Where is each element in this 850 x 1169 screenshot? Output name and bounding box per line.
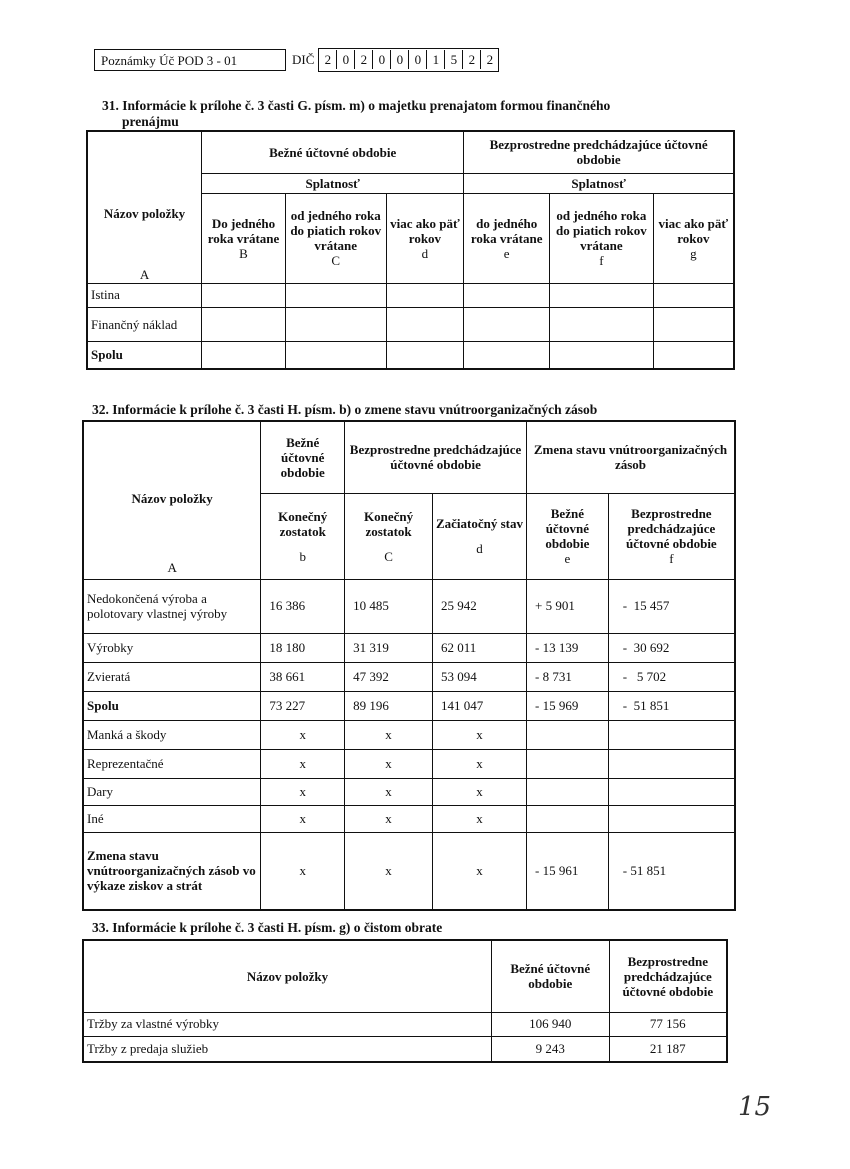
table-row bbox=[83, 720, 735, 749]
sub-col-header bbox=[285, 193, 386, 283]
cell bbox=[653, 307, 734, 341]
cell: 38 661 bbox=[261, 662, 345, 691]
cell bbox=[202, 341, 286, 369]
cell: - 30 692 bbox=[608, 633, 735, 662]
row-name: Spolu bbox=[87, 341, 202, 369]
cell: 21 187 bbox=[609, 1036, 727, 1062]
col-letter: B bbox=[239, 245, 248, 261]
col-letter: f bbox=[669, 551, 674, 566]
cell: 10 485 bbox=[345, 579, 433, 633]
cell: x bbox=[432, 720, 526, 749]
dic-digit: 0 bbox=[409, 50, 427, 69]
cell bbox=[527, 778, 609, 805]
col-letter: b bbox=[299, 548, 306, 564]
sub-col-label: Začiatočný stav bbox=[435, 516, 524, 531]
cell bbox=[608, 778, 735, 805]
group-previous: Bezprostredne predchádzajúce účtovné obdobie bbox=[464, 131, 734, 173]
row-name: Istina bbox=[87, 283, 202, 307]
cell bbox=[608, 805, 735, 832]
sub-col-header bbox=[550, 193, 654, 283]
cell: - 13 139 bbox=[527, 633, 609, 662]
group-current: Bežné účtovné obdobie bbox=[261, 421, 345, 493]
table-row bbox=[83, 579, 735, 633]
cell: 53 094 bbox=[432, 662, 526, 691]
row-name: Reprezentačné bbox=[83, 749, 261, 778]
table-row bbox=[83, 778, 735, 805]
table-31 bbox=[86, 130, 735, 370]
cell bbox=[464, 307, 550, 341]
sub-col-label: Bezprostredne predchádzajúce účtovné obdobie bbox=[626, 506, 717, 551]
cell: 73 227 bbox=[261, 691, 345, 720]
cell bbox=[386, 307, 464, 341]
cell bbox=[608, 749, 735, 778]
table-row bbox=[87, 307, 734, 341]
col-letter: f bbox=[599, 253, 604, 268]
cell bbox=[386, 283, 464, 307]
cell: 9 243 bbox=[491, 1036, 609, 1062]
col-letter: C bbox=[384, 548, 393, 564]
dic-digit: 5 bbox=[445, 50, 463, 69]
cell: + 5 901 bbox=[527, 579, 609, 633]
sub-col-label: viac ako päť rokov bbox=[390, 215, 460, 246]
table-33 bbox=[82, 939, 728, 1063]
table-row bbox=[83, 1012, 727, 1036]
sub-col-header bbox=[653, 193, 734, 283]
form-label: Poznámky Úč POD 3 - 01 bbox=[94, 49, 286, 71]
page-number: 15 bbox=[738, 1092, 772, 1122]
col-letter: C bbox=[331, 253, 341, 268]
sub-col-header bbox=[386, 193, 464, 283]
sub-col-label: Konečný zostatok bbox=[278, 508, 328, 539]
cell bbox=[527, 749, 609, 778]
section-31-title bbox=[102, 98, 610, 130]
cell: - 15 969 bbox=[527, 691, 609, 720]
cell: 16 386 bbox=[261, 579, 345, 633]
dic-digit: 0 bbox=[391, 50, 409, 69]
cell: 31 319 bbox=[345, 633, 433, 662]
cell: x bbox=[261, 805, 345, 832]
row-name: Nedokončená výroba a polotovary vlastnej výroby bbox=[83, 579, 261, 633]
row-name: Manká a škody bbox=[83, 720, 261, 749]
cell: x bbox=[345, 720, 433, 749]
col-letter: A bbox=[139, 266, 150, 282]
sub-col-header bbox=[261, 493, 345, 579]
dic-digit: 2 bbox=[319, 50, 337, 69]
table-32 bbox=[82, 420, 736, 911]
dic-digit: 2 bbox=[463, 50, 481, 69]
cell bbox=[653, 341, 734, 369]
cell: x bbox=[345, 805, 433, 832]
table-row bbox=[83, 805, 735, 832]
col-header-current: Bežné účtovné obdobie bbox=[491, 940, 609, 1012]
section-32-title: 32. Informácie k prílohe č. 3 časti H. písm. b) o zmene stavu vnútroorganizačných zásob bbox=[92, 402, 598, 417]
cell: x bbox=[261, 749, 345, 778]
cell: 18 180 bbox=[261, 633, 345, 662]
cell bbox=[550, 307, 654, 341]
cell: - 8 731 bbox=[527, 662, 609, 691]
cell: x bbox=[345, 749, 433, 778]
sub-col-header bbox=[345, 493, 433, 579]
cell: x bbox=[432, 832, 526, 910]
col-name-label: Názov položky bbox=[103, 205, 186, 221]
dic-digit: 2 bbox=[486, 52, 494, 67]
cell bbox=[202, 307, 286, 341]
cell bbox=[550, 341, 654, 369]
dic-digit: 1 bbox=[427, 50, 445, 69]
row-name: Spolu bbox=[83, 691, 261, 720]
cell: x bbox=[432, 805, 526, 832]
col-header-name: Názov položky bbox=[83, 940, 491, 1012]
cell: 77 156 bbox=[609, 1012, 727, 1036]
col-header-name bbox=[87, 131, 202, 283]
cell: 25 942 bbox=[432, 579, 526, 633]
sub-col-header bbox=[608, 493, 735, 579]
table-row bbox=[83, 832, 735, 910]
cell: x bbox=[432, 778, 526, 805]
cell: x bbox=[261, 720, 345, 749]
sub-col-label: od jedného roka do piatich rokov vrátane bbox=[556, 208, 647, 253]
section-31-title-line2: prenájmu bbox=[122, 114, 179, 129]
cell: x bbox=[261, 778, 345, 805]
dic-label: DIČ bbox=[292, 52, 315, 67]
cell bbox=[550, 283, 654, 307]
section-31-title-line1: 31. Informácie k prílohe č. 3 časti G. písm. m) o majetku prenajatom formou finančného bbox=[102, 98, 611, 113]
cell bbox=[285, 283, 386, 307]
cell: - 15 961 bbox=[527, 832, 609, 910]
group-change: Zmena stavu vnútroorganizačných zásob bbox=[527, 421, 736, 493]
cell bbox=[464, 341, 550, 369]
cell: x bbox=[345, 778, 433, 805]
sub-col-header bbox=[527, 493, 609, 579]
sub-col-header bbox=[202, 193, 286, 283]
sub-col-header bbox=[432, 493, 526, 579]
col-letter: A bbox=[167, 559, 177, 575]
cell bbox=[386, 341, 464, 369]
cell: 89 196 bbox=[345, 691, 433, 720]
cell bbox=[464, 283, 550, 307]
cell: x bbox=[261, 832, 345, 910]
col-letter: e bbox=[564, 551, 571, 566]
group-current: Bežné účtovné obdobie bbox=[202, 131, 464, 173]
cell: - 51 851 bbox=[608, 691, 735, 720]
table-row bbox=[83, 1036, 727, 1062]
sub-col-label: Do jedného roka vrátane bbox=[207, 215, 280, 246]
col-header-name bbox=[83, 421, 261, 579]
cell: 62 011 bbox=[432, 633, 526, 662]
cell: - 15 457 bbox=[608, 579, 735, 633]
table-row bbox=[83, 633, 735, 662]
dic-digit: 2 bbox=[355, 50, 373, 69]
cell bbox=[608, 720, 735, 749]
group-previous: Bezprostredne predchádzajúce účtovné obdobie bbox=[345, 421, 527, 493]
row-name: Zmena stavu vnútroorganizačných zásob vo výkaze ziskov a strát bbox=[83, 832, 261, 910]
row-name: Tržby z predaja služieb bbox=[83, 1036, 491, 1062]
col-letter: e bbox=[503, 245, 510, 261]
dic-digit: 0 bbox=[337, 50, 355, 69]
sub-col-label: od jedného roka do piatich rokov vrátane bbox=[290, 208, 382, 253]
cell bbox=[527, 720, 609, 749]
splatnost-current: Splatnosť bbox=[202, 173, 464, 193]
table-row bbox=[83, 749, 735, 778]
cell: x bbox=[432, 749, 526, 778]
cell bbox=[202, 283, 286, 307]
row-name: Tržby za vlastné výrobky bbox=[83, 1012, 491, 1036]
splatnost-previous: Splatnosť bbox=[464, 173, 734, 193]
col-letter: d bbox=[421, 245, 429, 261]
col-letter: d bbox=[476, 541, 483, 556]
cell: - 5 702 bbox=[608, 662, 735, 691]
row-name: Finančný náklad bbox=[87, 307, 202, 341]
sub-col-label: do jedného roka vrátane bbox=[470, 215, 543, 246]
sub-col-header bbox=[464, 193, 550, 283]
table-row bbox=[87, 283, 734, 307]
col-header-previous: Bezprostredne predchádzajúce účtovné obdobie bbox=[609, 940, 727, 1012]
sub-col-label: Bežné účtovné obdobie bbox=[545, 506, 590, 551]
dic-digit-boxes bbox=[318, 48, 499, 72]
cell: 141 047 bbox=[432, 691, 526, 720]
cell bbox=[653, 283, 734, 307]
cell bbox=[285, 307, 386, 341]
cell: 47 392 bbox=[345, 662, 433, 691]
row-name: Iné bbox=[83, 805, 261, 832]
row-name: Zvieratá bbox=[83, 662, 261, 691]
col-name-label: Názov položky bbox=[131, 490, 213, 506]
col-letter: g bbox=[690, 245, 697, 261]
cell: - 51 851 bbox=[608, 832, 735, 910]
sub-col-label: viac ako päť rokov bbox=[658, 215, 729, 246]
form-header bbox=[94, 48, 499, 72]
cell bbox=[527, 805, 609, 832]
cell: 106 940 bbox=[491, 1012, 609, 1036]
row-name: Výrobky bbox=[83, 633, 261, 662]
section-33-title: 33. Informácie k prílohe č. 3 časti H. písm. g) o čistom obrate bbox=[92, 920, 443, 935]
cell: x bbox=[345, 832, 433, 910]
table-row bbox=[87, 341, 734, 369]
table-row bbox=[83, 662, 735, 691]
cell bbox=[285, 341, 386, 369]
table-row bbox=[83, 691, 735, 720]
dic-digit: 0 bbox=[373, 50, 391, 69]
sub-col-label: Konečný zostatok bbox=[363, 508, 414, 539]
row-name: Dary bbox=[83, 778, 261, 805]
